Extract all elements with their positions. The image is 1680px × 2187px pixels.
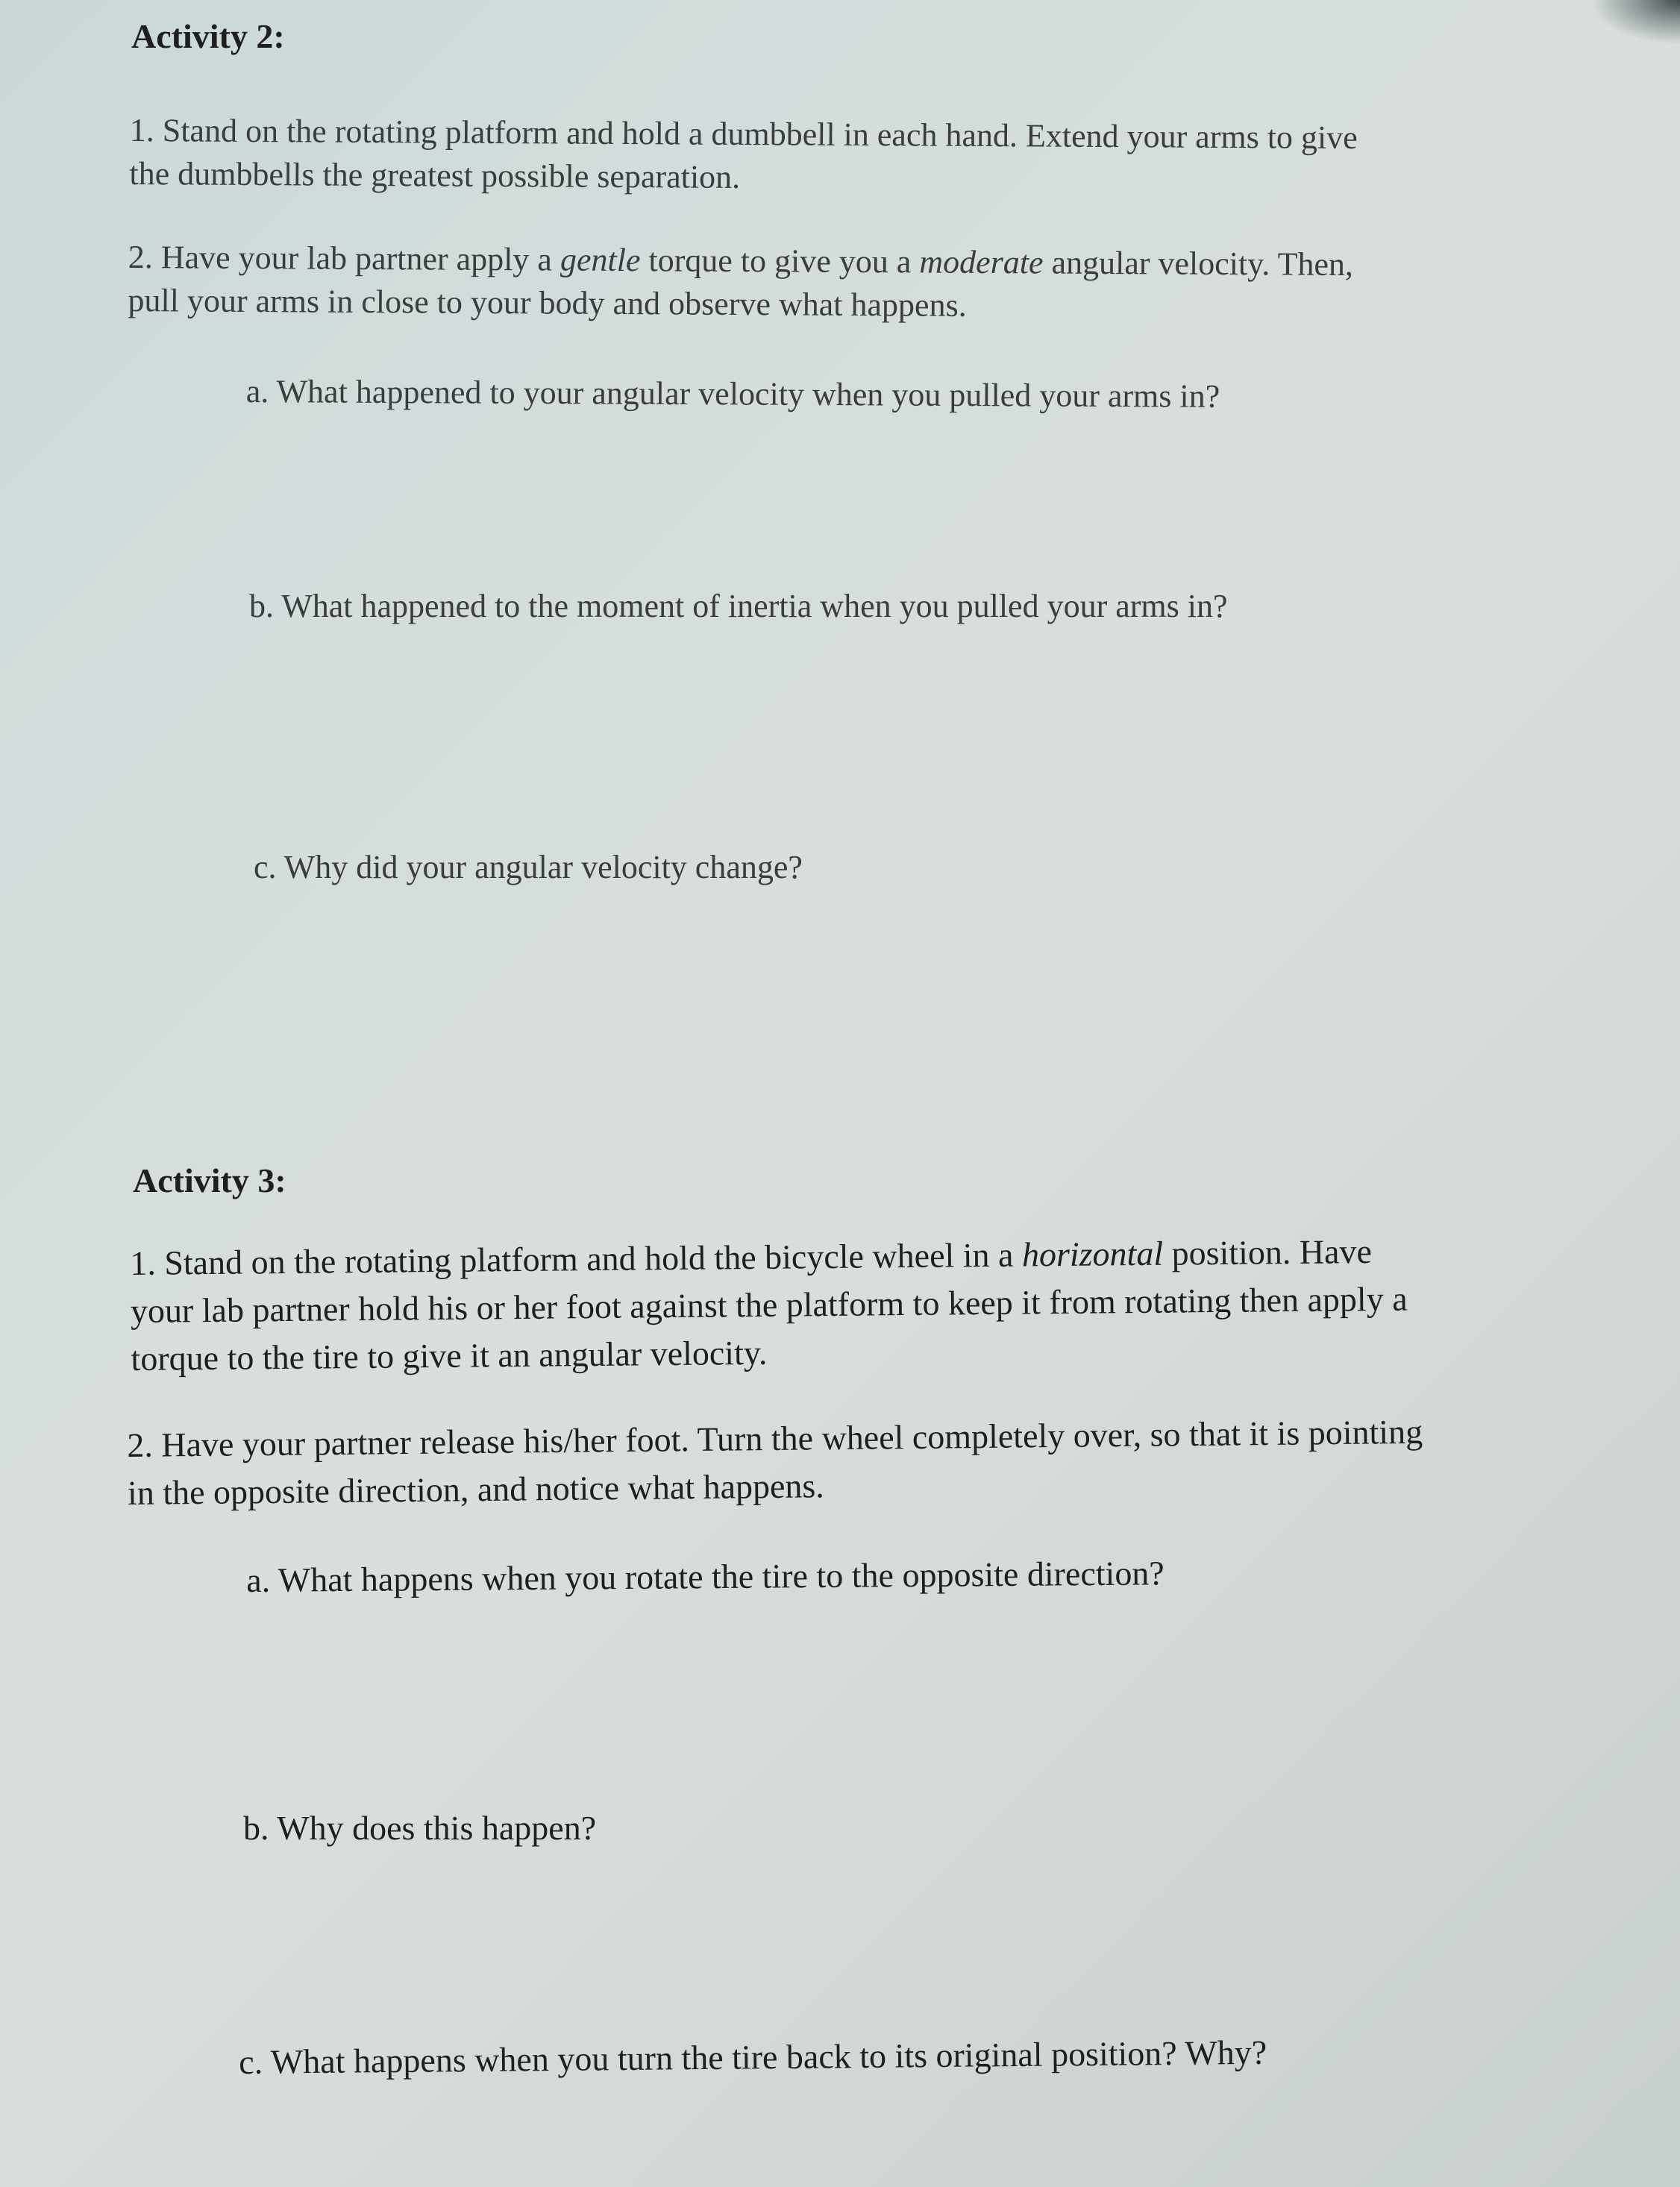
activity-2-question-b: b. What happened to the moment of inertia when you pulled your arms in? [249,588,1228,624]
activity-3-step-2-line-2: in the opposite direction, and notice what happens. [127,1466,825,1512]
activity-3-question-b: b. Why does this happen? [243,1809,597,1847]
activity-3-step-1-text-a: 1. Stand on the rotating platform and hold the bicycle wheel in a [130,1235,1023,1282]
step-2-text-b: torque to give you a [640,242,920,280]
activity-2-question-a: a. What happened to your angular velocity when you pulled your arms in? [245,372,1220,415]
activity-2-step-1-line-2: the dumbbells the greatest possible separation. [129,154,741,195]
activity-3-step-1-line-2: your lab partner hold his or her foot against the platform to keep it from rotating then apply a [130,1279,1408,1330]
activity-3-question-a: a. What happens when you rotate the tire to the opposite direction? [246,1554,1165,1599]
activity-2-heading: Activity 2: [131,17,285,55]
corner-shadow [1590,0,1680,45]
activity-2-question-c: c. Why did your angular velocity change? [254,849,803,885]
step-2-text-a: 2. Have your lab partner apply a [128,238,561,278]
activity-3-step-1-line-3: torque to the tire to give it an angular velocity. [131,1333,768,1378]
activity-3-step-1-text-b: position. Have [1162,1232,1373,1273]
activity-2-step-2-line-2: pull your arms in close to your body and observe what happens. [128,281,967,324]
activity-2-step-1 [129,109,1358,203]
activity-2-step-2 [128,236,1353,330]
activity-2-step-1-line-1: 1. Stand on the rotating platform and hold a dumbbell in each hand. Extend your arms to give [129,111,1358,157]
activity-3-heading: Activity 3: [133,1161,286,1199]
activity-3-step-2-line-1: 2. Have your partner release his/her foot. Turn the wheel completely over, so that it is pointing [127,1412,1423,1464]
activity-2-step-2-line-1 [128,236,1353,286]
step-2-emphasis-moderate: moderate [919,243,1044,281]
activity-3-emphasis-horizontal: horizontal [1021,1234,1164,1274]
activity-3-step-2 [127,1408,1423,1517]
activity-3-question-c: c. What happens when you turn the tire back to its original position? Why? [239,2033,1267,2081]
step-2-text-c: angular velocity. Then, [1043,244,1354,283]
activity-3-step-1 [130,1228,1408,1383]
step-2-emphasis-gentle: gentle [560,241,641,279]
